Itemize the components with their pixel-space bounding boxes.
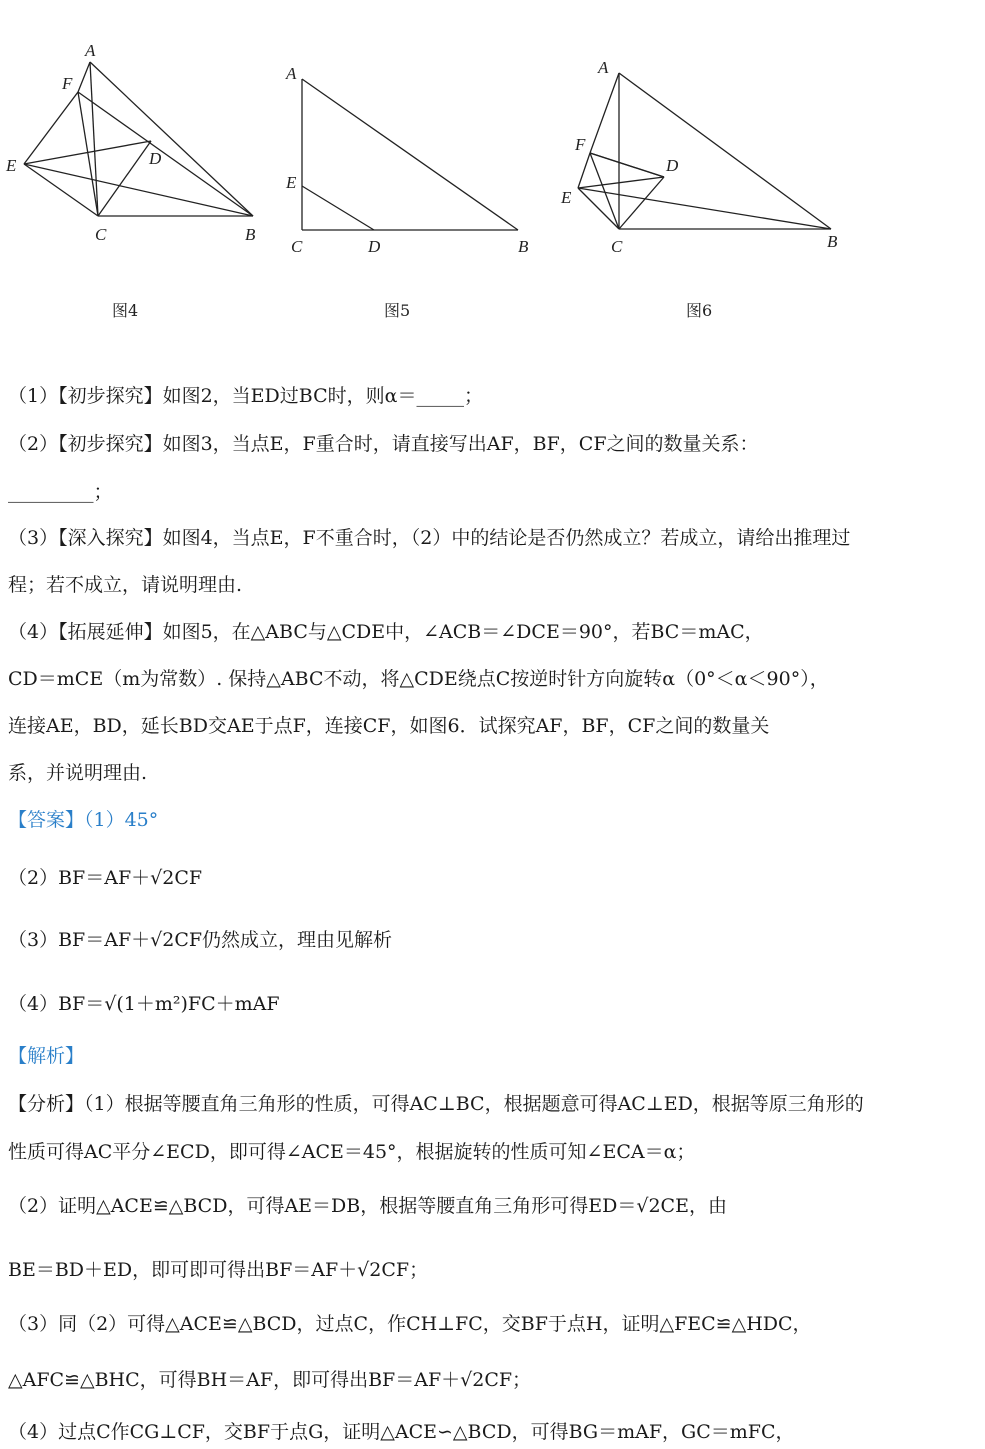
question-2: （2）【初步探究】如图3，当点E，F重合时，请直接写出AF，BF，CF之间的数量关系： bbox=[8, 433, 759, 455]
question-4-line-1: （4）【拓展延伸】如图5，在△ABC与△CDE中，∠ACB＝∠DCE＝90°，若BC＝mAC， bbox=[8, 621, 764, 643]
fig4-label-B: B bbox=[245, 225, 256, 244]
question-4-line-4: 系，并说明理由. bbox=[8, 762, 148, 784]
answer-heading bbox=[8, 808, 158, 832]
question-1: （1）【初步探究】如图2，当ED过BC时，则α＝_____； bbox=[8, 385, 483, 407]
analysis-heading bbox=[8, 1044, 84, 1068]
fig4-label-A: A bbox=[85, 41, 96, 60]
fig6-label-D: D bbox=[666, 156, 679, 175]
figure-4-lines bbox=[24, 62, 253, 216]
question-2-blank: _________； bbox=[8, 481, 113, 503]
answer-4: （4）BF＝√(1＋m²)FC＋mAF bbox=[8, 993, 280, 1015]
question-4-line-2: CD＝mCE（m为常数）. 保持△ABC不动，将△CDE绕点C按逆时针方向旋转α（0°＜α＜90°）， bbox=[8, 668, 829, 690]
figure-5-lines bbox=[302, 79, 518, 230]
fig6-caption: 图6 bbox=[686, 301, 713, 320]
fig5-label-D: D bbox=[368, 237, 381, 256]
analysis-2-line-2: BE＝BD＋ED，即可即可得出BF＝AF＋√2CF； bbox=[8, 1259, 429, 1281]
answer-3: （3）BF＝AF＋√2CF仍然成立，理由见解析 bbox=[8, 929, 393, 951]
fig4-label-D: D bbox=[149, 149, 162, 168]
question-3-line-1: （3）【深入探究】如图4，当点E，F不重合时，（2）中的结论是否仍然成立？若成立，请给出推理过 bbox=[8, 527, 851, 549]
analysis-1-line-2: 性质可得AC平分∠ECD，即可得∠ACE＝45°，根据旋转的性质可知∠ECA＝α； bbox=[8, 1141, 696, 1163]
fig6-label-B: B bbox=[827, 232, 838, 251]
analysis-2-line-1: （2）证明△ACE≌△BCD，可得AE＝DB，根据等腰直角三角形可得ED＝√2CE，由 bbox=[8, 1195, 727, 1217]
fig4-label-C: C bbox=[95, 225, 107, 244]
analysis-heading-text: 【解析】 bbox=[8, 1045, 85, 1067]
analysis-3-line-2: △AFC≌△BHC，可得BH＝AF，即可得出BF＝AF＋√2CF； bbox=[8, 1369, 532, 1391]
fig5-label-C: C bbox=[291, 237, 303, 256]
fig6-label-F: F bbox=[575, 135, 586, 154]
fig6-label-E: E bbox=[561, 188, 572, 207]
analysis-1-line-1: 【分析】（1）根据等腰直角三角形的性质，可得AC⊥BC，根据题意可得AC⊥ED，根据等原三角形的 bbox=[8, 1093, 864, 1115]
geometry-figures bbox=[0, 0, 985, 340]
fig6-label-A: A bbox=[598, 58, 609, 77]
fig6-label-C: C bbox=[611, 237, 623, 256]
analysis-3-line-1: （3）同（2）可得△ACE≌△BCD，过点C，作CH⊥FC，交BF于点H，证明△FEC≌△HDC， bbox=[8, 1313, 812, 1335]
question-4-line-3: 连接AE，BD，延长BD交AE于点F，连接CF，如图6．试探究AF，BF，CF之间的数量关 bbox=[8, 715, 770, 737]
fig4-caption: 图4 bbox=[112, 301, 139, 320]
fig4-label-F: F bbox=[62, 74, 73, 93]
fig5-label-E: E bbox=[286, 173, 297, 192]
fig5-caption: 图5 bbox=[384, 301, 411, 320]
figure-6-lines bbox=[578, 73, 831, 229]
fig4-label-E: E bbox=[6, 156, 17, 175]
answer-2: （2）BF＝AF＋√2CF bbox=[8, 867, 203, 889]
question-3-line-2: 程；若不成立，请说明理由. bbox=[8, 574, 243, 596]
fig5-label-A: A bbox=[286, 64, 297, 83]
answer-text: 【答案】（1）45° bbox=[8, 809, 159, 831]
analysis-4-line-1: （4）过点C作CG⊥CF，交BF于点G，证明△ACE∽△BCD，可得BG＝mAF，GC＝mFC， bbox=[8, 1421, 795, 1443]
figures-area bbox=[0, 0, 985, 340]
fig5-label-B: B bbox=[518, 237, 529, 256]
